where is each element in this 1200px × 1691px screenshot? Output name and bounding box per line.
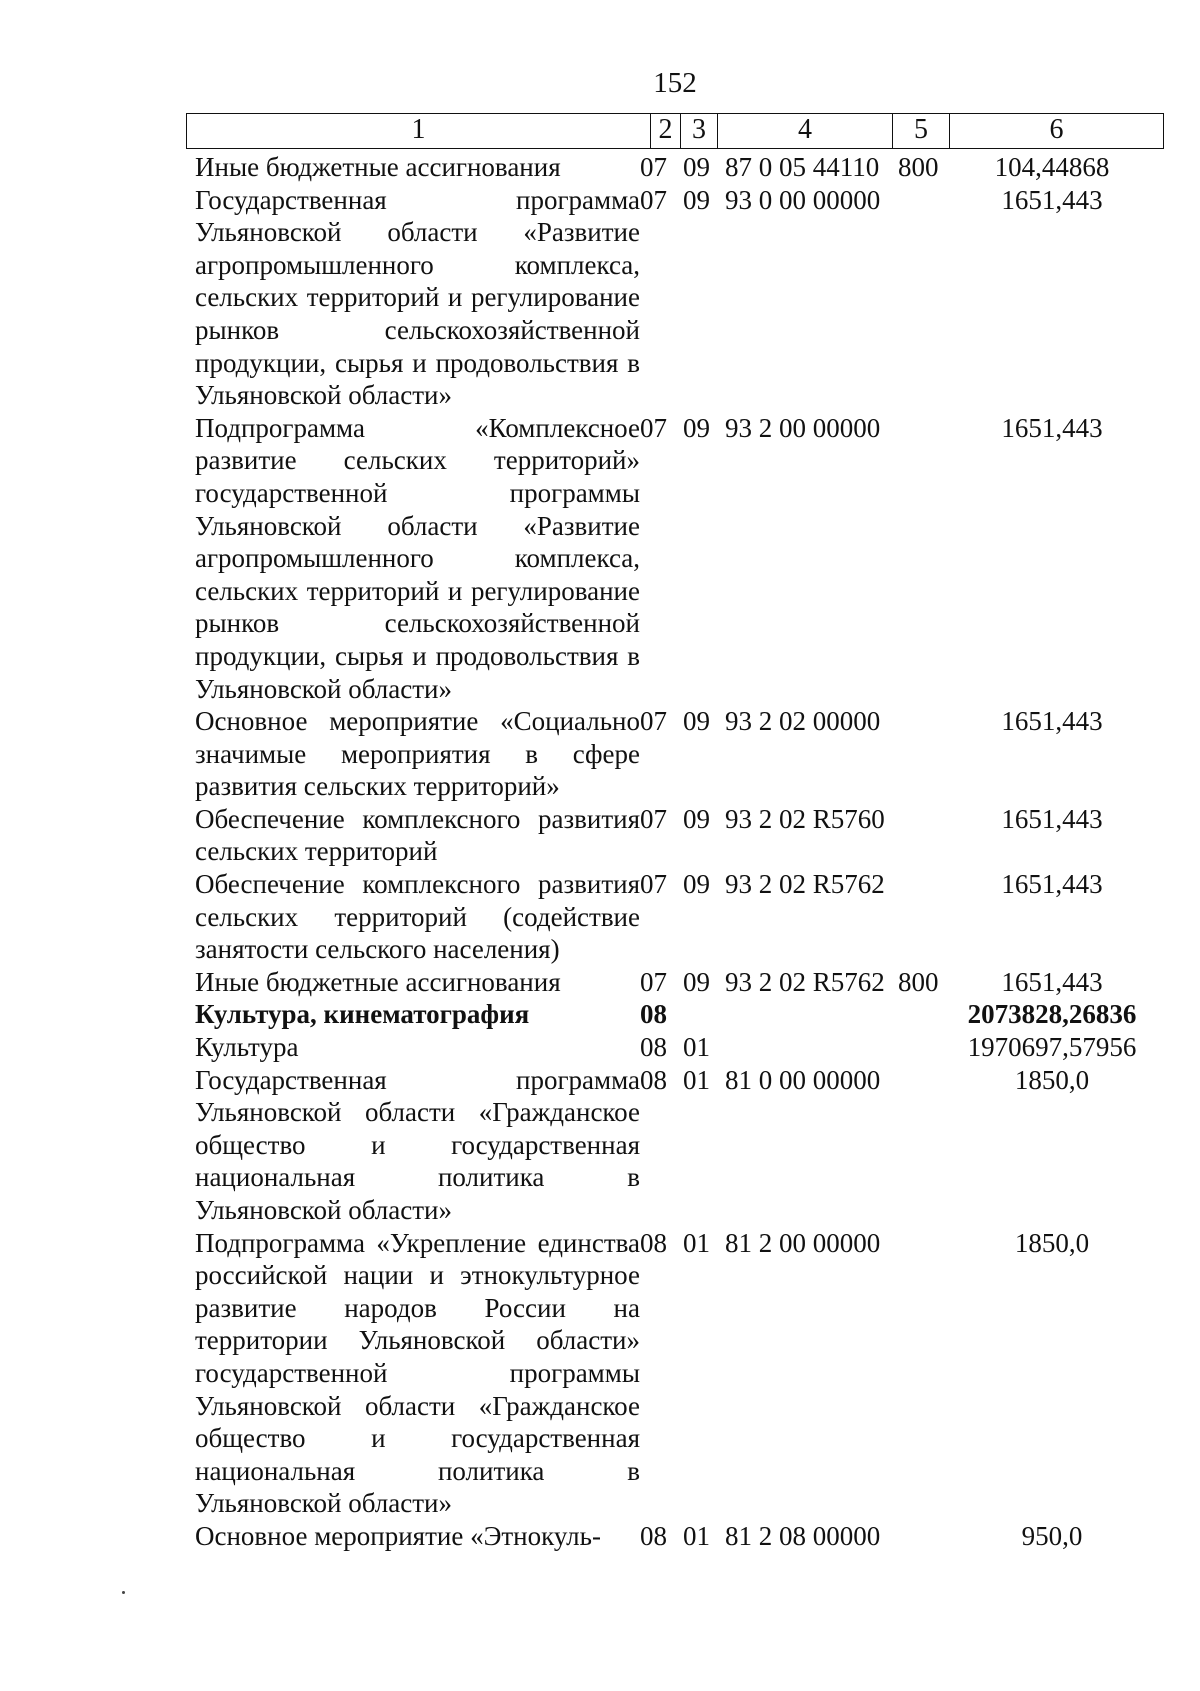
row-name: Основное мероприятие «Социально значимые мероприятия в сфере развития сельских территорий» [195,706,640,802]
header-col-1: 1 [187,114,651,148]
row-target-code [725,1031,898,1064]
row-target-code: 93 2 02 00000 [725,706,881,737]
table-row [195,868,1165,966]
table-header [186,113,1164,149]
table-row [195,412,1165,705]
row-target-code: 81 2 08 00000 [725,1520,881,1551]
row-subsection: 09 [683,966,710,997]
row-name: Основное мероприятие «Этнокуль- [195,1520,601,1551]
row-expense-type [898,184,956,412]
row-amount: 950,0 [1021,1520,1083,1551]
header-col-6: 6 [1049,114,1064,145]
row-expense-type [898,1227,956,1520]
row-target-code: 93 0 00 00000 [725,184,881,215]
row-name: Иные бюджетные ассигнования [195,152,561,182]
row-target-code: 93 2 02 R5760 [725,803,885,834]
row-subsection: 01 [683,1064,710,1095]
row-expense-type [898,1064,956,1227]
budget-table-body [195,151,1165,1553]
row-subsection: 09 [683,706,710,737]
table-row [195,998,1165,1031]
row-target-code: 87 0 05 44110 [725,152,880,182]
row-section: 07 [640,184,667,215]
row-expense-type [898,705,956,803]
row-subsection: 09 [683,412,710,443]
row-section: 07 [640,966,667,997]
header-col-5: 5 [893,114,950,148]
table-row [195,184,1165,412]
row-expense-type [898,998,956,1031]
row-amount: 1651,443 [1001,706,1103,737]
row-subsection: 09 [683,152,710,182]
row-expense-type: 800 [898,966,939,997]
row-section: 07 [640,803,667,834]
table-row [195,966,1165,999]
table-row [195,705,1165,803]
row-name: Культура [195,1032,299,1063]
row-subsection: 09 [683,184,710,215]
row-amount: 1651,443 [1001,966,1103,997]
table-row [195,803,1165,868]
header-col-2: 2 [651,114,681,148]
row-section: 07 [640,869,667,900]
row-section: 08 [640,1227,667,1258]
row-expense-type [898,803,956,868]
row-amount: 1850,0 [1014,1064,1090,1095]
row-target-code: 93 2 02 R5762 [725,966,885,997]
row-amount: 1850,0 [1014,1227,1090,1258]
row-target-code: 81 0 00 00000 [725,1064,881,1095]
row-expense-type [898,868,956,966]
row-expense-type [898,1520,956,1553]
row-name: Подпрограмма «Укрепление единства российской нации и этнокультурное развитие народов России на территории Ульяновской области» государственной программы Ульяновской области «Гражданское общество и государственная национальная политика в Ульяновской области» [195,1227,640,1519]
table-row [195,1227,1165,1520]
scan-speck [122,1591,125,1594]
row-amount: 1651,443 [1001,869,1103,900]
row-subsection: 01 [683,1227,710,1258]
row-subsection: 01 [683,1032,710,1063]
row-target-code [725,998,898,1031]
row-target-code: 93 2 02 R5762 [725,869,885,900]
row-expense-type: 800 [898,152,939,182]
row-name: Подпрограмма «Комплексное развитие сельских территорий» государственной программы Ульяновской области «Развитие агропромышленного комплекса, сельских территорий и регулирование рынков сельскохозяйственной продукции, сырья и продовольствия в Ульяновской области» [195,412,640,704]
row-section: 08 [640,1032,667,1063]
row-section: 07 [640,412,667,443]
row-target-code: 81 2 00 00000 [725,1227,881,1258]
row-amount: 1651,443 [1001,803,1103,834]
row-amount: 1970697,57956 [967,1032,1137,1063]
row-name: Обеспечение комплексного развития сельских территорий [195,803,640,867]
row-subsection: 09 [683,803,710,834]
row-name: Иные бюджетные ассигнования [195,966,561,997]
row-name: Государственная программа Ульяновской области «Развитие агропромышленного комплекса, сельских территорий и регулирование рынков сельскохозяйственной продукции, сырья и продовольствия в Ульяновской области» [195,184,640,411]
table-row [195,151,1165,184]
row-expense-type [898,1031,956,1064]
table-row [195,1520,1165,1553]
row-subsection: 01 [683,1520,710,1551]
row-subsection: 09 [683,869,710,900]
row-amount: 1651,443 [1001,412,1103,443]
row-amount: 2073828,26836 [967,999,1137,1030]
row-section: 08 [640,999,667,1030]
row-amount: 104,44868 [994,152,1110,182]
table-row [195,1064,1165,1227]
row-name: Культура, кинематография [195,999,530,1030]
row-subsection [683,998,725,1031]
row-expense-type [898,412,956,705]
header-col-4: 4 [718,114,893,148]
page-number: 152 [653,67,697,99]
table-row [195,1031,1165,1064]
row-section: 08 [640,1064,667,1095]
row-target-code: 93 2 00 00000 [725,412,881,443]
header-col-3: 3 [681,114,718,148]
row-section: 08 [640,1520,667,1551]
row-amount: 1651,443 [1001,184,1103,215]
row-section: 07 [640,152,667,182]
row-name: Обеспечение комплексного развития сельских территорий (содействие занятости сельского населения) [195,869,640,965]
row-name: Государственная программа Ульяновской области «Гражданское общество и государственная национальная политика в Ульяновской области» [195,1064,640,1225]
row-section: 07 [640,706,667,737]
